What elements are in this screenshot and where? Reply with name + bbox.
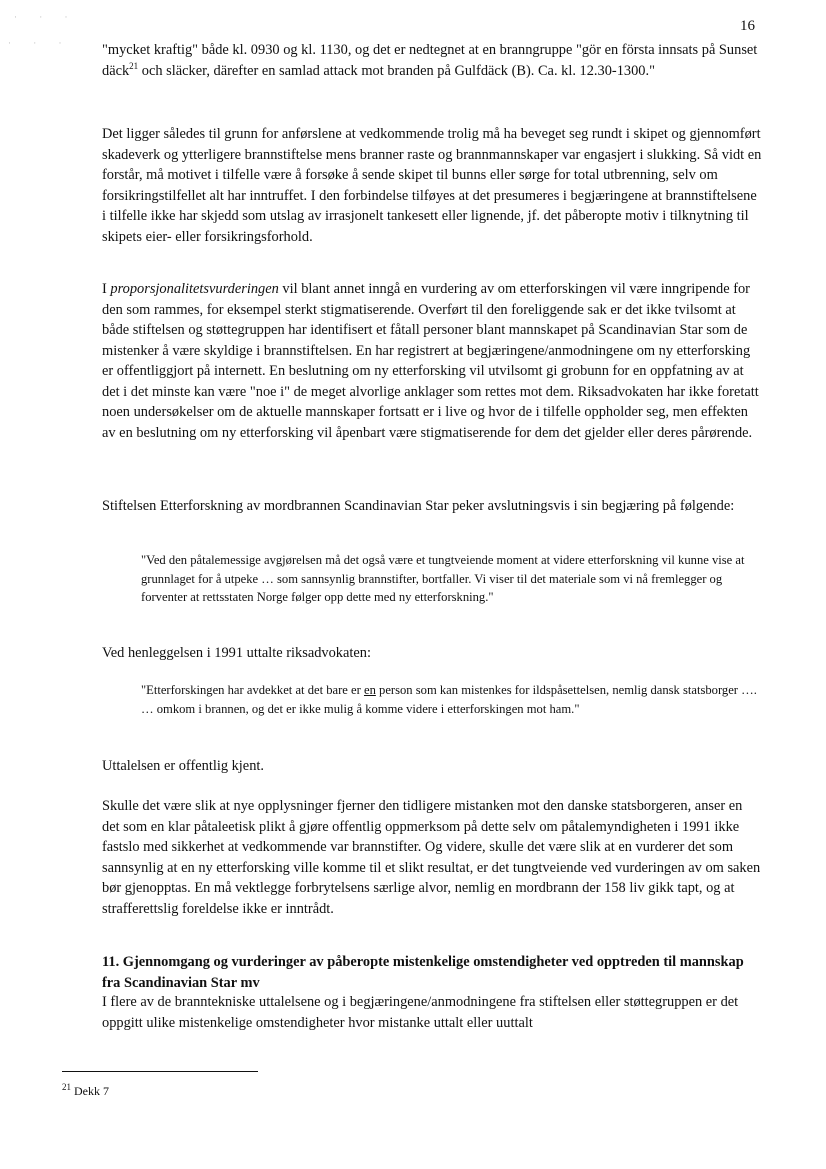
- text: "mycket kraftig" både kl. 0930 og kl. 1130, og det er nedtegnet at en branngruppe "gör en första innsats på Sunset däck: [102, 42, 758, 79]
- block-quote: [141, 681, 761, 718]
- footnote: [62, 1084, 109, 1099]
- paragraph: Ved henleggelsen i 1991 uttalte riksadvokaten:: [102, 645, 371, 661]
- footnote-ref: 21: [129, 60, 139, 71]
- text: och släcker, därefter en samlad attack mot branden på Gulfdäck (B). Ca. kl. 12.30-1300.": [138, 62, 655, 79]
- text: I: [102, 281, 111, 297]
- text: person som kan mistenkes for ildspåsettelsen, nemlig dansk statsborger …. … omkom i brannen, og det er ikke mulig å komme videre i etterforskingen mot ham.": [141, 683, 757, 716]
- paragraph: Uttalelsen er offentlig kjent.: [102, 758, 264, 774]
- text: "Etterforskingen har avdekket at det bare er: [141, 683, 364, 697]
- italic-term: proporsjonalitetsvurderingen: [110, 281, 279, 297]
- paragraph: [102, 279, 762, 443]
- scan-specks: · · ·: [8, 38, 72, 48]
- block-quote: "Ved den påtalemessige avgjørelsen må det også være et tungtveiende moment at videre etterforskning vil kunne vise at grunnlaget for å utpeke … som sannsynlig brannstifter, bortfaller. Vi viser til det materiale som vi nå fremlegger og forventer at rettsstaten Norge følger opp dette med ny etterforskning.": [141, 553, 745, 604]
- text: vil blant annet inngå en vurdering av om etterforskingen vil være inngripende for den som rammes, for eksempel sterkt stigmatiserende. Overført til den foreliggende sak er det ikke tvilsomt at både stiftelsen og støttegruppen har identifisert et fåtall personer blant mannskapet på Scandinavian Star som de mistenker å være skyldige i brannstiftelsen. En har registrert at begjæringene/anmodningene om ny etterforsking er offentliggjort på internett. En beslutning om ny etterforsking vil utvilsomt gi grobunn for en oppfatning av at det i det minste kan være "noe i" de meget alvorlige anklager som rettes mot dem. Riksadvokaten har ikke foretatt noen undersøkelser om de aktuelle mannskaper fortsatt er i live og hvor de i tilfelle oppholder seg, men effekten av en beslutning om ny etterforsking vil åpenbart være stigmatiserende for dem det gjelder eller deres pårørende.: [102, 281, 759, 441]
- footnote-number: 21: [62, 1082, 71, 1092]
- paragraph: I flere av de branntekniske uttalelsene og i begjæringene/anmodningene fra stiftelsen eller støttegruppen er det oppgitt ulike mistenkelige omstendigheter hvor mistanke uttalt eller uuttalt: [102, 994, 739, 1031]
- paragraph: Stiftelsen Etterforskning av mordbrannen Scandinavian Star peker avslutningsvis i sin begjæring på følgende:: [102, 498, 735, 514]
- footnote-divider: [62, 1071, 258, 1072]
- paragraph: Skulle det være slik at nye opplysninger fjerner den tidligere mistanken mot den danske statsborgeren, anser en det som en klar påtaleetisk plikt å gjøre offentlig oppmerksom på dette selv om påtalemyndigheten i 1991 ikke fastslo med sikkerhet at vedkommende var brannstifter. Og videre, skulle det være slik at en vurderer det som sannsynlig at en ny etterforsking ville komme til et slikt resultat, er det tungtveiende ved vurderingen av om saken bør gjenopptas. En må vektlegge forbrytelsens særlige alvor, nemlig en mordbrann der 158 liv gikk tapt, og at strafferettslig foreldelse ikke er inntrådt.: [102, 798, 761, 917]
- footnote-text: Dekk 7: [71, 1084, 109, 1098]
- section-heading: 11. Gjennomgang og vurderinger av påberopte mistenkelige omstendigheter ved opptreden til mannskap fra Scandinavian Star mv: [102, 954, 744, 991]
- page-number: 16: [740, 18, 755, 34]
- paragraph: Det ligger således til grunn for anførslene at vedkommende trolig må ha beveget seg rundt i skipet og gjennomført skadeverk og ytterligere brannstiftelse mens branner raste og brannmannskaper var engasjert i slukking. Så vidt en forstår, må motivet i tilfelle være å forsøke å sende skipet til bunns eller sørge for total utbrenning, selv om forsikringstilfellet alt har inntruffet. I den forbindelse tilføyes at det presumeres i begjæringene at brannstiftelsene i tilfelle ikke har skjedd som utslag av irrasjonelt tankesett eller lignende, jf. det påberopte motiv i tilknytning til skipets eier- eller forsikringsforhold.: [102, 126, 762, 245]
- underlined-word: en: [363, 683, 376, 697]
- scan-specks: · · ·: [14, 12, 78, 22]
- paragraph-quote-continuation: [102, 40, 762, 81]
